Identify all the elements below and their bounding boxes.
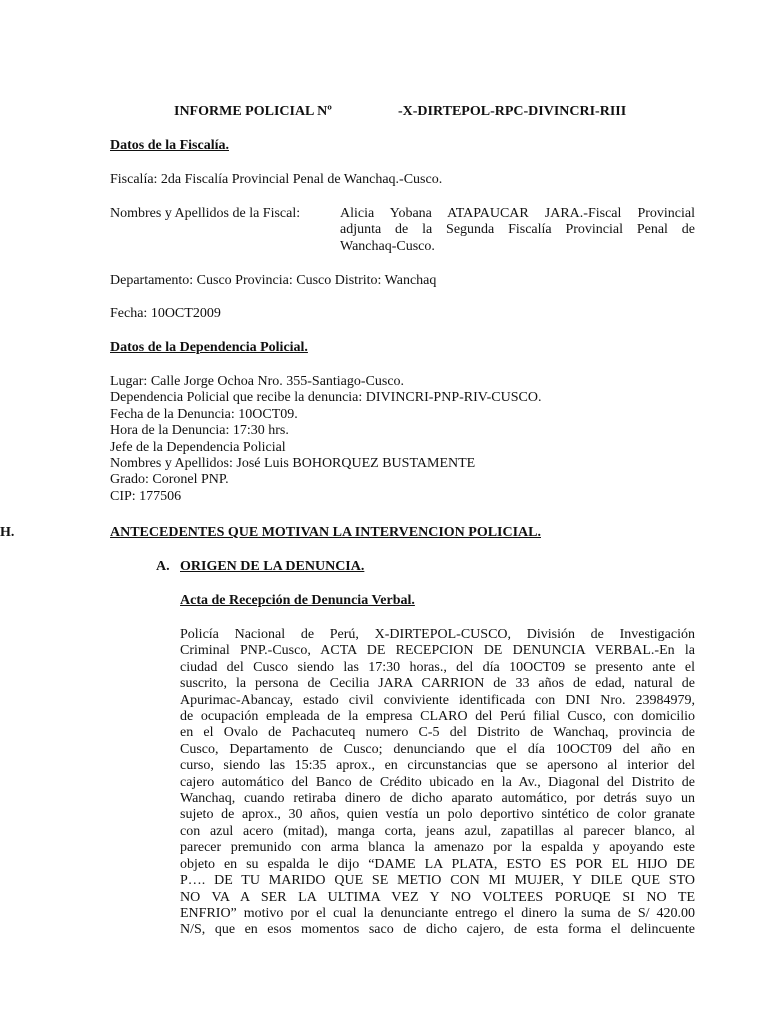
- report-title-suffix-wrap: [398, 104, 626, 120]
- dependencia-line-hora: Hora de la Denuncia: 17:30 hrs.: [110, 423, 289, 439]
- fiscal-name-line: Wanchaq-Cusco.: [340, 238, 435, 254]
- acta-line: de ocupación empleada de la empresa CLARO del Perú filial Cusco, con domicilio: [180, 709, 695, 725]
- acta-line: Wanchaq, cuando retiraba dinero de dicho aparato automático, por detrás suyo un: [180, 791, 695, 807]
- fiscalia-line: Fiscalía: 2da Fiscalía Provincial Penal de Wanchaq.-Cusco.: [110, 172, 443, 187]
- departamento-line: Departamento: Cusco Provincia: Cusco Distrito: Wanchaq: [110, 273, 437, 288]
- fecha-line: Fecha: 10OCT2009: [110, 306, 221, 321]
- acta-line: NO VA A SER LA ULTIMA VEZ Y NO VOLTEES PORUQE SI NO TE: [180, 889, 695, 905]
- acta-line: ciudad del Cusco siendo las 17:30 horas., del día 10OCT09 se presento ante el: [180, 659, 695, 675]
- report-title: [174, 104, 332, 120]
- acta-line: con azul acero (mitad), manga corta, jeans azul, zapatillas al parecer blanco, al: [180, 823, 695, 839]
- fiscal-label: Nombres y Apellidos de la Fiscal:: [110, 206, 301, 221]
- dependencia-line-lugar: Lugar: Calle Jorge Ochoa Nro. 355-Santiago-Cusco.: [110, 374, 405, 389]
- antecedentes-marker: H.: [0, 525, 15, 540]
- acta-line: parecer premunido con arma blanca la amenazo por la espalda y apoyando este: [180, 840, 695, 856]
- report-title-prefix: INFORME POLICIAL Nº: [174, 104, 332, 119]
- origen-marker: A.: [156, 559, 170, 574]
- acta-line: Criminal PNP.-Cusco, ACTA DE RECEPCION DE DENUNCIA VERBAL.-En la: [180, 643, 695, 659]
- acta-line: objeto en su espalda le dijo “DAME LA PLATA, ESTO ES POR EL HIJO DE: [180, 856, 695, 872]
- dependencia-line-receptora: Dependencia Policial que recibe la denuncia: DIVINCRI-PNP-RIV-CUSCO.: [110, 390, 542, 406]
- dependencia-block: [110, 374, 541, 505]
- acta-line: N/S, que en esos momentos saco de dicho cajero, de esta forma el delincuente: [180, 922, 695, 938]
- dependencia-line-jefe: Jefe de la Dependencia Policial: [110, 439, 286, 455]
- origen-heading: ORIGEN DE LA DENUNCIA.: [180, 559, 365, 574]
- acta-line: Apurimac-Abancay, estado civil conviviente identificada con DNI Nro. 23984979,: [180, 692, 695, 708]
- acta-line: P…. DE TU MARIDO QUE SE METIO CON MI MUJER, Y DILE QUE STO: [180, 873, 695, 889]
- antecedentes-heading: ANTECEDENTES QUE MOTIVAN LA INTERVENCION POLICIAL.: [110, 525, 541, 540]
- acta-line: cajero automático del Banco de Crédito ubicado en la Av., Diagonal del Distrito de: [180, 774, 695, 790]
- dependencia-line-fecha: Fecha de la Denuncia: 10OCT09.: [110, 406, 298, 422]
- report-title-suffix: -X-DIRTEPOL-RPC-DIVINCRI-RIII: [398, 104, 627, 119]
- acta-line: Cusco, Departamento de Cusco; denunciando que el día 10OCT09 del año en: [180, 741, 695, 757]
- fiscal-name-line: Alicia Yobana ATAPAUCAR JARA.-Fiscal Provincial: [340, 206, 695, 221]
- acta-body: [180, 627, 695, 939]
- acta-line: curso, siendo las 15:35 aprox., en circunstancias que se apersono al interior del: [180, 758, 695, 774]
- acta-line: Policía Nacional de Perú, X-DIRTEPOL-CUSCO, División de Investigación: [180, 627, 695, 642]
- dependencia-line-cip: CIP: 177506: [110, 488, 182, 504]
- dependencia-line-nombres: Nombres y Apellidos: José Luis BOHORQUEZ BUSTAMENTE: [110, 456, 476, 472]
- dependencia-heading: Datos de la Dependencia Policial.: [110, 340, 308, 355]
- acta-line: ENFRIO” motivo por el cual la denunciante entrego el dinero la suma de S/ 420.00: [180, 905, 695, 921]
- fiscal-name-line: adjunta de la Segunda Fiscalía Provincial Penal de: [340, 222, 695, 238]
- acta-line: suscrito, la persona de Cecilia JARA CARRION de 33 años de edad, natural de: [180, 676, 695, 692]
- acta-line: sujeto de aprox., 30 años, quien vestía un polo deportivo sintético de color granate: [180, 807, 695, 823]
- acta-heading: Acta de Recepción de Denuncia Verbal.: [180, 593, 415, 608]
- fiscal-name-block: [340, 206, 695, 255]
- dependencia-line-grado: Grado: Coronel PNP.: [110, 472, 229, 488]
- fiscalia-heading: Datos de la Fiscalía.: [110, 138, 229, 153]
- acta-line: en el Ovalo de Pachacuteq numero C-5 del Distrito de Wanchaq, provincia de: [180, 725, 695, 741]
